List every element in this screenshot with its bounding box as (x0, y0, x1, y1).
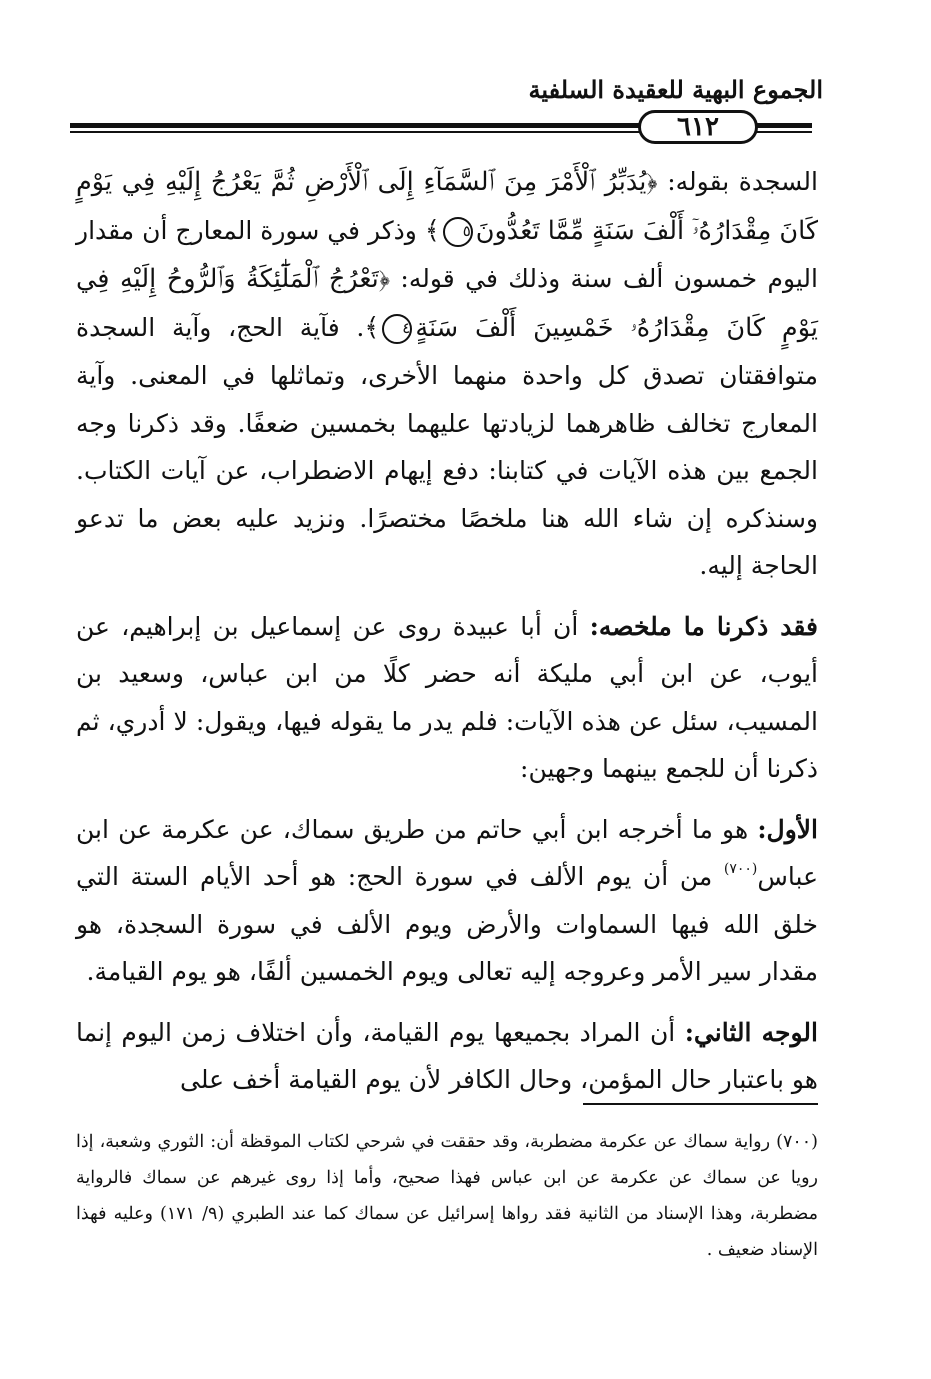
running-title: الجموع البهية للعقيدة السلفية (528, 75, 823, 104)
footnotes (76, 1124, 818, 1268)
paragraph-4 (76, 1009, 818, 1104)
quran-quote-1-close: ﴾ (424, 215, 440, 246)
paragraph-2-lead: فقد ذكرنا ما ملخصه: (589, 611, 819, 641)
page-number: ٦١٢ (677, 112, 719, 142)
quran-quote-1: ﴿يُدَبِّرُ ٱلْأَمْرَ مِنَ ٱلسَّمَآءِ إِلَى ٱلْأَرْضِ ثُمَّ يَعْرُجُ إِلَيْهِ فِي يَوْمٍ كَانَ مِقْدَارُهُۥٓ أَلْفَ سَنَةٍ مِّمَّا تَعُدُّونَ (76, 167, 818, 246)
paragraph-3 (76, 806, 818, 996)
ayah-number-marker: ٤ (382, 314, 412, 344)
paragraph-3-text-b: من أن يوم الألف في سورة الحج: هو أحد الأيام الستة التي خلق الله فيها السماوات والأرض ويوم الألف في سورة السجدة، هو مقدار سير الأمر وعروجه إليه تعالى ويوم الخمسين ألفًا، هو يوم القيامة. (76, 862, 818, 986)
footnote-reference: (٧٠٠) (723, 861, 758, 877)
paragraph-1 (76, 158, 818, 590)
paragraph-1-text-a: السجدة بقوله: (657, 167, 818, 196)
paragraph-4-text: أن المراد بجميعها يوم القيامة، وأن اختلاف زمن اليوم إنما هو باعتبار حال المؤمن، وحال الكافر لأن يوم القيامة أخف على (76, 1017, 818, 1094)
footnote-separator (583, 1103, 818, 1105)
ayah-number-marker: ٥ (443, 217, 473, 247)
quran-quote-2-close: ﴾ (364, 312, 380, 343)
paragraph-2 (76, 603, 818, 793)
paragraph-3-text-a: هو ما أخرجه ابن أبي حاتم من طريق سماك، عن عكرمة عن ابن عباس (76, 814, 818, 891)
main-text (76, 158, 818, 1104)
paragraph-3-lead: الأول: (757, 814, 818, 844)
page-number-badge (638, 110, 758, 144)
paragraph-4-lead: الوجه الثاني: (684, 1017, 818, 1047)
paragraph-1-text-b: وذكر في سورة المعارج أن مقدار اليوم خمسون ألف سنة وذلك في قوله: (76, 215, 818, 293)
footnote-700: (٧٠٠) رواية سماك عن عكرمة مضطربة، وقد حققت في شرحي لكتاب الموقظة أن: الثوري وشعبة، إذا رويا عن سماك عن عكرمة عن ابن عباس فهذا صحيح، وأما إذا روى غيرهم عن سماك فالرواية مضطربة، وهذا الإسناد من الثانية فقد رواها إسرائيل عن سماك كما عند الطبري (٩/ ١٧١) وعليه فهذا الإسناد ضعيف . (76, 1132, 818, 1260)
paragraph-1-text-c: . فآية الحج، وآية السجدة متوافقتان تصدق كل واحدة منهما الأخرى، وتماثلها في المعنى. وآية المعارج تخالف ظاهرهما لزيادتها عليهما بخمسين ضعفًا. وقد ذكرنا وجه الجمع بين هذه الآيات في كتابنا: دفع إيهام الاضطراب، عن آيات الكتاب. وسنذكره إن شاء الله هنا ملخصًا مختصرًا. ونزيد عليه بعض ما تدعو الحاجة إليه. (76, 312, 818, 580)
quran-quote-2: ﴿تَعْرُجُ ٱلْمَلَٰٓئِكَةُ وَٱلرُّوحُ إِلَيْهِ فِي يَوْمٍ كَانَ مِقْدَارُهُۥ خَمْسِينَ أَلْفَ سَنَةٍ (76, 264, 818, 343)
paragraph-2-text: أن أبا عبيدة روى عن إسماعيل بن إبراهيم، عن أيوب، عن ابن أبي مليكة أنه حضر كلًا من ابن عباس، وسعيد بن المسيب، سئل عن هذه الآيات: فلم يدر ما يقوله فيها، ويقول: لا أدري، ثم ذكرنا أن للجمع بينهما وجهين: (76, 611, 818, 783)
